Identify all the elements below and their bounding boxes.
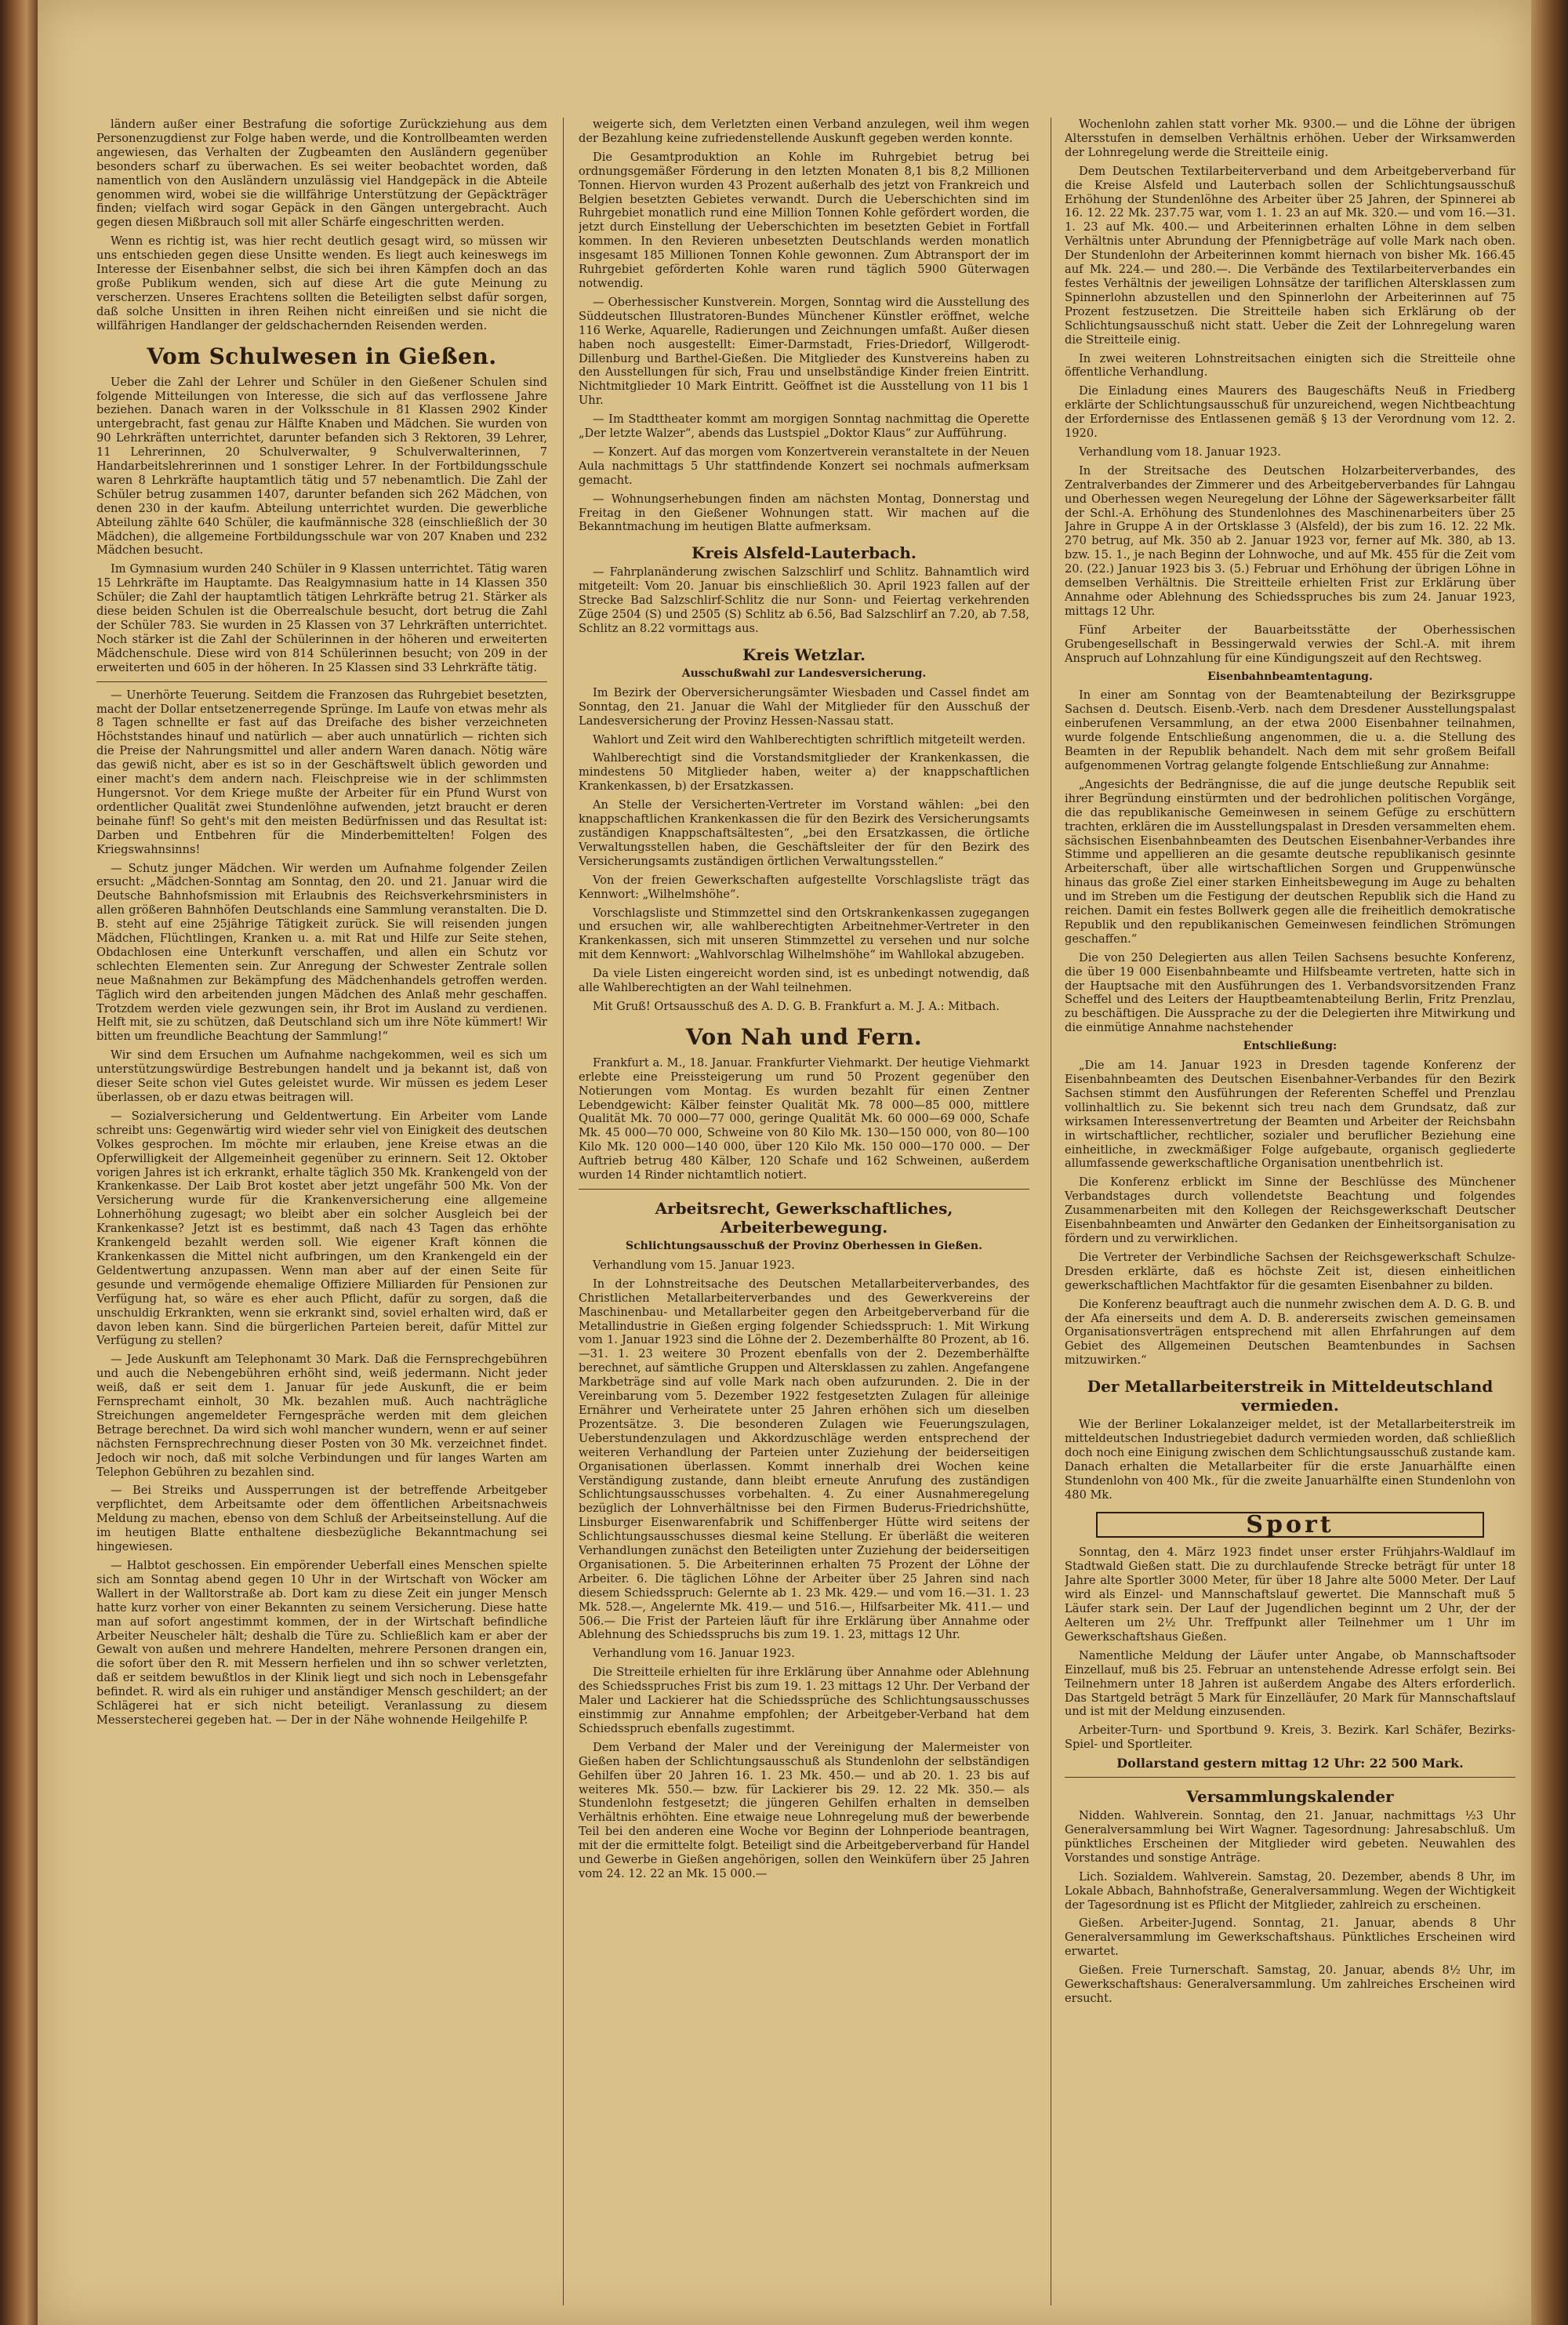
- article-paragraph: Vorschlagsliste und Stimmzettel sind den Ortskrankenkassen zugegangen und ersuchen wir, alle wahlberechtigten Arbeitnehmer-Vertreter in den Krankenkassen, sich mit unseren Stimmzettel zu versehen und nur solche mit dem Kennwort: „Wahlvorschlag Wilhelmshöhe“ im Wahllokal abzugeben.: [579, 906, 1029, 962]
- headline-arbeitsrecht: Arbeitsrecht, Gewerkschaftliches, Arbeiterbewegung.: [655, 1199, 953, 1237]
- article-paragraph: In der Streitsache des Deutschen Holzarbeiterverbandes, des Zentralverbandes der Zimmerer und des Arbeitgeberverbandes für Lahngau und Oberhessen wegen Neuregelung der Löhne der Sägewerksarbeiter fällt der Schl.-A. Erhöhung des Stundenlohnes des Maschinenarbeiters über 25 Jahre in Gruppe A in der Ortsklasse 3 (Alsfeld), der bis zum 16. 12. 22 Mk. 270 betrug, auf Mk. 350 ab 2. Januar 1923 vor, ferner auf Mk. 380, ab 13. bzw. 15. 1., je nach Beginn der Lohnwoche, und auf Mk. 455 für die Zeit vom 20. (22.) Januar 1923 bis 3. (5.) Februar und Erhöhung der übrigen Löhne in demselben Verhältnis. Die Streitteile erhielten Frist zur Erklärung über Annahme oder Ablehnung des Schiedsspruches bis zum 24. Januar 1923, mittags 12 Uhr.: [1065, 463, 1515, 618]
- article-paragraph: — Unerhörte Teuerung. Seitdem die Franzosen das Ruhrgebiet besetzten, macht der Dollar entsetzenerregende Sprünge. Im Laufe von etwas mehr als 8 Tagen schnellte er fast auf das Dreifache des bisher verzeichneten Höchststandes hinauf und natürlich — aber auch unnatürlich — richten sich die Preise der Nahrungsmittel und aller andern Waren danach. Nötig wäre das gewiß nicht, aber es ist so in der Geschäftswelt üblich geworden und einer macht's dem andern nach. Fleischpreise wie in der schlimmsten Hungersnot. Vor dem Kriege mußte der Arbeiter für ein Pfund Wurst von ordentlicher Qualität zwei Stundenlöhne aufwenden, jetzt braucht er deren beinahe fünf! So geht's mit den meisten Bedürfnissen und das Resultat ist: Darben und Entbehren für die Minderbemittelten! Folgen des Kriegswahnsinns!: [96, 688, 547, 856]
- separator: [1065, 1777, 1515, 1778]
- article-paragraph: Dem Verband der Maler und der Vereinigung der Malermeister von Gießen haben der Schlichtungsausschuß als Stundenlohn der selbständigen Gehilfen über 20 Jahren 16. 1. 23 Mk. 450.— und ab 20. 1. 23 bis auf weiteres Mk. 550.— bzw. für Lackierer bis 29. 12. 22 Mk. 350.— als Stundenlohn festgesetzt; die jüngeren Gehilfen erhalten in demselben Verhältnis erhöhten. Eine etwaige neue Lohnregelung muß der bewerbende Teil bei den anderen eine Woche vor Beginn der Lohnperiode beantragen, mit der die ermittelte folgt. Beteiligt sind die Arbeitgeberverband für Handel und Gewerbe in Gießen angehörigen, sollen den Weinküfern über 25 Jahren vom 24. 12. 22 an Mk. 15 000.—: [579, 1740, 1029, 1880]
- separator: [579, 1189, 1029, 1190]
- article-paragraph: — Schutz junger Mädchen. Wir werden um Aufnahme folgender Zeilen ersucht: „Mädchen-Sonntag am Sonntag, den 20. und 21. Januar wird die Deutsche Bahnhofsmission mit Erlaubnis des Reichsverkehrsministers in allen größeren Bahnhöfen Deutschlands eine Sammlung veranstalten. Die D. B. steht auf eine 25jährige Tätigkeit zurück. Sie will reisenden jungen Mädchen, Flüchtlingen, Kranken u. a. mit Rat und Hilfe zur Seite stehen, Obdachlosen eine Unterkunft verschaffen, und allen ein Schutz vor schlechten Elementen sein. Zur Anregung der Schwester Zentrale sollen neue Maßnahmen zur Bekämpfung des Mädchenhandels getroffen werden. Täglich wird den arbeitenden jungen Mädchen des Anlaß mehr geschaffen. Trotzdem werden viele gezwungen sein, ihr Brot im Ausland zu verdienen. Helft mit, sie zu schützen, daß Deutschland sich um ihre Nöte kümmert! Wir bitten um freundliche Beachtung der Sammlung!“: [96, 861, 547, 1044]
- article-paragraph: Die Konferenz erblickt im Sinne der Beschlüsse des Münchener Verbandstages durch vollendetste Beachtung und folgendes Zusammenarbeiten mit den Kollegen der Reichsgewerkschaft Deutscher Eisenbahnbeamten und Anwärter den Gedanken der Einheitsorganisation zu fördern und zu verwirklichen.: [1065, 1175, 1515, 1245]
- article-paragraph: Verhandlung vom 15. Januar 1923.: [593, 1258, 795, 1272]
- article-paragraph: — Fahrplanänderung zwischen Salzschlirf und Schlitz. Bahnamtlich wird mitgeteilt: Vom 20. Januar bis einschließlich 30. April 1923 fallen auf der Strecke Bad Salzschlirf-Schlitz die nur Sonn- und Feiertag verkehrenden Züge 2504 (S) und 2505 (S) Schlitz ab 6.56, Bad Salzschlirf an 7.20, ab 7.58, Schlitz an 8.22 vormittags aus.: [579, 565, 1029, 635]
- article-paragraph: Wenn es richtig ist, was hier recht deutlich gesagt wird, so müssen wir uns entschieden gegen diese Unsitte wenden. Es liegt auch keineswegs im Interesse der Eisenbahner selbst, die sich bei ihren Kämpfen doch an das große Publikum wenden, sich auf diese Art die gute Meinung zu verscherzen. Unseres Erachtens sollten die Beteiligten selbst dafür sorgen, daß solche Unsitten in ihren Reihen nicht einreißen und sie nicht die willfährigen Handlanger der geldschachernden Reisenden werden.: [96, 234, 547, 332]
- article-paragraph: Wie der Berliner Lokalanzeiger meldet, ist der Metallarbeiterstreik im mitteldeutschen Industriegebiet dadurch vermieden worden, daß schließlich doch noch eine Einigung zwischen dem Schlichtungsausschuß zustande kam. Danach erhalten die Metallarbeiter für die erste Januarhälfte einen Stundenlohn von 400 Mk., für die zweite Januarhälfte einen Stundenlohn von 480 Mk.: [1065, 1418, 1515, 1502]
- headline-metallarbeiterstreik: Der Metallarbeiterstreik in Mitteldeutschland vermieden.: [1087, 1377, 1494, 1415]
- article-paragraph: ländern außer einer Bestrafung die sofortige Zurückziehung aus dem Personenzugdienst zur Folge haben werde, und die Kontrollbeamten werden angewiesen, das Verhalten der Zugbeamten den Ausländern gegenüber besonders scharf zu überwachen. Es sei weiter beobachtet worden, daß namentlich von den Ausländern unzulässig viel Handgepäck in die Abteile genommen wird, wobei sie die willfährige Unterstützung der Gepäckträger finden; vielfach wird sogar Gepäck in den Gängen untergebracht. Auch gegen diesen Mißbrauch soll mit aller Schärfe eingeschritten werden.: [96, 118, 547, 230]
- article-paragraph: — Halbtot geschossen. Ein empörender Ueberfall eines Menschen spielte sich am Sonntag abend gegen 10 Uhr in der Wirtschaft von Wöcker am Wallert in der Walltorstraße ab. Dort kam zu diese Zeit ein junger Mensch hatte kurz vorher von einer Bekannten zu seinem Versicherung. Diese hatte man auf sofort angestimmt kommen, der in der Wirtschaft befindliche Arbeiter Neuscheler hält; deshalb die Türe zu. Schließlich kam er aber der Gewalt von außen und mehrere Handelten, mehrere Personen drangen ein, die sofort über den R. mit Messern herfielen und ihn so schwer verletzten, daß er seitdem bewußtlos in der Klinik liegt und sich noch in Lebensgefahr befindet. R. wird als ein ruhiger und anständiger Mensch geschildert; an der Schlägerei hat er sich nicht beteiligt. Veranlassung zu diesem Messerstecherei gegeben hat. — Der in der Nähe wohnende Heilgehilfe P.: [96, 1559, 547, 1727]
- headline-versammlungskalender: Versammlungskalender: [1186, 1787, 1394, 1807]
- subheadline: Schlichtungsausschuß der Provinz Oberhessen in Gießen.: [626, 1240, 982, 1252]
- article-paragraph: — Bei Streiks und Aussperrungen ist der betreffende Arbeitgeber verpflichtet, dem Arbeitsamte oder dem öffentlichen Arbeitsnachweis Meldung zu machen, ebenso von dem Schluß der Arbeitseinstellung. Auf die im heutigen Blatte enthaltene diesbezügliche Bekanntmachung sei hingewiesen.: [96, 1484, 547, 1554]
- article-paragraph: Sonntag, den 4. März 1923 findet unser erster Frühjahrs-Waldlauf im Stadtwald Gießen statt. Die zu durchlaufende Strecke beträgt für unter 18 Jahre alte Sportler 3000 Meter, für über 18 Jahre alte 5000 Meter. Der Lauf wird als Einzel- und Mannschaftslauf gewertet. Die Mannschaft muß 5 Läufer stark sein. Der Lauf der Jugendlichen beginnt um 2 Uhr, der der Aelteren um 2½ Uhr. Treffpunkt aller Teilnehmer um 1 Uhr im Gewerkschaftshaus Gießen.: [1065, 1546, 1515, 1644]
- dollar-rate: Dollarstand gestern mittag 12 Uhr: 22 500 Mark.: [1116, 1756, 1464, 1771]
- article-paragraph: Lich. Sozialdem. Wahlverein. Samstag, 20. Dezember, abends 8 Uhr, im Lokale Abbach, Bahnhofstraße, Generalversammlung. Wegen der Wichtigkeit der Tagesordnung ist es Pflicht der Mitglieder, zahlreich zu erscheinen.: [1065, 1869, 1515, 1912]
- article-paragraph: Gießen. Arbeiter-Jugend. Sonntag, 21. Januar, abends 8 Uhr Generalversammlung im Gewerkschaftshaus. Pünktliches Erscheinen wird erwartet.: [1065, 1916, 1515, 1959]
- article-paragraph: An Stelle der Versicherten-Vertreter im Vorstand wählen: „bei den knappschaftlichen Krankenkassen die für den Bezirk des Versicherungsamts zuständigen Knappschaftsältesten“, „bei den Ersatzkassen, die örtliche Verwaltungsstellen haben, die Geschäftsleiter der für den Bezirk des Versicherungsamts zuständigen örtlichen Verwaltungsstellen.“: [579, 798, 1029, 868]
- article-paragraph: Fünf Arbeiter der Bauarbeitsstätte der Oberhessischen Grubengesellschaft in Bessingerwald verwies der Schl.-A. mit ihrem Anspruch auf Lohnzahlung für eine Kündigungszeit auf den Rechtsweg.: [1065, 623, 1515, 665]
- article-paragraph: — Im Stadttheater kommt am morgigen Sonntag nachmittag die Operette „Der letzte Walzer“, abends das Lustspiel „Doktor Klaus“ zur Aufführung.: [579, 412, 1029, 441]
- article-paragraph: Die Konferenz beauftragt auch die nunmehr zwischen dem A. D. G. B. und der Afa einerseits und dem A. D. B. andererseits zwischen gemeinsamen Organisationsverträgen entsprechend mit allen Ehrfahrungen auf dem Gebiet des Allgemeinen Deutschen Beamtenbundes in Sachsen mitzuwirken.“: [1065, 1297, 1515, 1368]
- book-edge: [1531, 0, 1568, 2325]
- column-1: [96, 118, 547, 2305]
- article-paragraph: Die Vertreter der Verbindliche Sachsen der Reichsgewerkschaft Schulze-Dresden erklärte, daß es höchste Zeit ist, diesen einheitlichen gewerkschaftlichen Machtfaktor für die gesamten Eisenbahner zu bilden.: [1065, 1250, 1515, 1292]
- sport-heading: Sport: [1096, 1512, 1484, 1538]
- subheadline: Eisenbahnbeamtentagung.: [1207, 670, 1373, 683]
- article-paragraph: Wir sind dem Ersuchen um Aufnahme nachgekommen, weil es sich um unterstützungswürdige Bestrebungen handelt und ja bekannt ist, daß von dieser Seite schon viel Gutes geleistet wurde. Wir müssen es jedem Leser überlassen, ob er dazu etwas beitragen will.: [96, 1048, 547, 1104]
- article-paragraph: In einer am Sonntag von der Beamtenabteilung der Bezirksgruppe Sachsen d. Deutsch. Eisenb.-Verb. nach dem Dresdener Ausstellungspalast einberufenen Versammlung, an der etwa 2000 Eisenbahner teilnahmen, wurde folgende Entschließung angenommen, die u. a. die Stellung des Beamten in der Republik behandelt. Nach dem mit sehr großem Beifall aufgenommenen Vortrag gelangte folgende Entschließung zur Annahme:: [1065, 688, 1515, 772]
- newspaper-page: [38, 0, 1531, 2325]
- headline-kreis-alsfeld: Kreis Alsfeld-Lauterbach.: [691, 543, 916, 563]
- article-paragraph: Wahlort und Zeit wird den Wahlberechtigten schriftlich mitgeteilt werden.: [593, 732, 1026, 747]
- article-paragraph: Verhandlung vom 16. Januar 1923.: [593, 1647, 795, 1661]
- column-rule: [563, 118, 564, 2305]
- article-paragraph: In der Lohnstreitsache des Deutschen Metallarbeiterverbandes, des Christlichen Metallarbeiterverbandes und des Gewerkvereins der Maschinenbau- und Metallarbeiter gegen den Arbeitgeberverband für die Metallindustrie in Gießen erging folgender Schiedsspruch: 1. Mit Wirkung vom 1. Januar 1923 sind die Löhne der 2. Dezemberhälfte 80 Prozent, ab 16.—31. 1. 23 weitere 30 Prozent ebenfalls von der 2. Dezemberhälfte berechnet, auf sämtliche Gruppen und Altersklassen zu zahlen. Angefangene Markbeträge sind auf volle Mark nach oben aufzurunden. 2. Die in der Vereinbarung vom 5. Dezember 1922 festgesetzten Zulagen für alleinige Ernährer und Verheiratete unter 25 Jahren erhöhen sich um dieselben Prozentsätze. 3. Die besonderen Zulagen wie Feuerungszulagen, Ueberstundenzulagen und Akkordzuschläge werden entsprechend der weiteren Verhandlung der Parteien unter Zuziehung der beiderseitigen Organisationen überlassen. Kommt innerhalb drei Wochen keine Verständigung zustande, dann bleibt erneute Anrufung des zuständigen Schlichtungsausschusses vorbehalten. 4. Zu einer Ausnahmeregelung bezüglich der Lohnverhältnisse bei den Firmen Buderus-Friedrichshütte, Linsburger Eisenwarenfabrik und Schiffenberger Hütte wird seitens der Schlichtungsausschusses diesmal keine Stellung. Er überläßt die weiteren Verhandlungen zunächst den Beteiligten unter Zuziehung der beiderseitigen Organisationen. 5. Die Arbeiterinnen erhalten 75 Prozent der Löhne der Arbeiter. 6. Die täglichen Löhne der Arbeiter über 25 Jahren sind nach diesem Schiedsspruch: Gelernte ab 1. 23 Mk. 429.— und vom 16.—31. 1. 23 Mk. 528.—, Angelernte Mk. 419.— und 516.—, Hilfsarbeiter Mk. 411.— und 506.— Die Frist der Parteien läuft für ihre Erklärung über Annahme oder Ablehnung des Schiedsspruchs bis zum 19. 1. 23, mittags 12 Uhr.: [579, 1277, 1029, 1642]
- article-paragraph: Verhandlung vom 18. Januar 1923.: [1079, 445, 1281, 459]
- separator: [96, 681, 547, 682]
- article-paragraph: — Konzert. Auf das morgen vom Konzertverein veranstaltete in der Neuen Aula nachmittags 5 Uhr stattfindende Konzert sei nochmals aufmerksam gemacht.: [579, 445, 1029, 487]
- headline-kreis-wetzlar: Kreis Wetzlar.: [742, 645, 866, 664]
- article-paragraph: Namentliche Meldung der Läufer unter Angabe, ob Mannschaftsoder Einzellauf, muß bis 25. Februar an untenstehende Adresse erfolgt sein. Bei Teilnehmern unter 18 Jahren ist außerdem Angabe des Alters erforderlich. Das Startgeld beträgt 5 Mark für Einzelläufer, 20 Mark für Mannschaftslauf und ist mit der Meldung einzusenden.: [1065, 1648, 1515, 1719]
- article-paragraph: Die von 250 Delegierten aus allen Teilen Sachsens besuchte Konferenz, die über 19 000 Eisenbahnbeamte und Hilfsbeamte vertreten, hatte sich in der Hauptsache mit den Ausführungen des 1. Verbandsvorsitzenden Franz Scheffel und des Leiters der Hauptbeamtenabteilung Berlin, Fritz Prenzlau, zu beschäftigen. Die Aussprache zu der die Delegierten ihre Mitwirkung und die einmütige Annahme nachstehender: [1065, 950, 1515, 1035]
- article-paragraph: „Die am 14. Januar 1923 in Dresden tagende Konferenz der Eisenbahnbeamten des Deutschen Eisenbahner-Verbandes für den Bezirk Sachsen stimmt den Ausführungen der Referenten Scheffel und Prenzlau vollinhaltlich zu. Sie bekennt sich treu nach dem Grundsatz, daß zur wirksamen Interessenvertretung der Beamten und Arbeiter der Reichsbahn in wirtschaftlicher, rechtlicher, sozialer und beruflicher Beziehung eine einheitliche, in zweckmäßiger Folge aufgebaute, organisch gegliederte allumfassende gewerkschaftliche Organisation unentbehrlich ist.: [1065, 1059, 1515, 1171]
- article-paragraph: „Angesichts der Bedrängnisse, die auf die junge deutsche Republik seit ihrer Begründung einstürmten und der bedrohlichen politischen Vorgänge, die das republikanische Gemeinwesen in seinem Gefüge zu erschüttern trachten, erklären die im Ausstellungspalast in Dresden versammelten ehem. sächsischen Eisenbahnbeamten des Deutschen Eisenbahner-Verbandes ihre Stimme und appellieren an die gesamte deutsche republikanisch gesinnte Arbeiterschaft, über alle wirtschaftlichen Sorgen und Gruppenwünsche hinaus das große Ziel einer starken Einheitsbewegung im Auge zu behalten und im Streben um die Festigung der deutschen Republik sich die Hand zu reichen. Damit ein festes Bollwerk gegen alle die freiheitlich demokratische Republik und den republikanischen Gemeinwesen feindlichen Strömungen geschaffen.“: [1065, 777, 1515, 946]
- article-paragraph: In zwei weiteren Lohnstreitsachen einigten sich die Streitteile ohne öffentliche Verhandlung.: [1065, 351, 1515, 380]
- article-paragraph: Nidden. Wahlverein. Sonntag, den 21. Januar, nachmittags ½3 Uhr Generalversammlung bei Wirt Wagner. Tagesordnung: Jahresabschluß. Um pünktliches Erscheinen der Mitglieder wird gebeten. Neuwahlen des Vorstandes und sonstige Anträge.: [1065, 1809, 1515, 1865]
- article-paragraph: — Jede Auskunft am Telephonamt 30 Mark. Daß die Fernsprechgebühren und auch die Nebengebühren erhöht sind, weiß jedermann. Nicht jeder weiß, daß er seit dem 1. Januar für jede Auskunft, die er beim Fernsprechamt einholt, 30 Mk. bezahlen muß. Auch nachträgliche Streichungen angemeldeter Ferngespräche werden mit dem gleichen Betrage berechnet. Da wird sich wohl mancher wundern, wenn er auf seiner nächsten Fernsprechrechnung dieser Posten von 30 Mk. verzeichnet findet. Jedoch wir noch, daß mit solche Verbindungen und für langes Warten am Telephon Gebühren zu bezahlen sind.: [96, 1353, 547, 1479]
- article-paragraph: — Sozialversicherung und Geldentwertung. Ein Arbeiter vom Lande schreibt uns: Gegenwärtig wird wieder sehr viel von Einigkeit des deutschen Volkes gesprochen. Im möchte mir erlauben, jene Kreise etwas an die Opferwilligkeit der Allgemeinheit gegenüber zu erinnern. Seit 12. Oktober vorigen Jahres ist ich erkrankt, erhalte täglich 350 Mk. Krankengeld von der Krankenkasse. Der Laib Brot kostet aber jetzt ungefähr 500 Mk. Von der Versicherung wurde für die Krankenversicherung eine allgemeine Lohnerhöhung zugesagt; wo bleibt aber ein solcher Ausgleich bei der Krankenkasse? Jetzt ist es bestimmt, daß nach 43 Tagen das erhöhte Krankengeld bezahlt werden soll. Wie eigener Kraft können die Krankenkassen die Mittel nicht aufbringen, um den Krankengeld ein der Geldentwertung anzupassen. Wenn man aber auf der einen Seite für gesunde und vermögende ehemalige Offiziere Milliarden für Pensionen zur Verfügung hat, so wäre es eher auch Pflicht, dafür zu sorgen, daß die unschuldig Erkrankten, wenn sie erkrankt sind, soviel erhalten wird, daß er davon leben kann. Sind die bürgerlichen Parteien bereit, dafür Mittel zur Verfügung zu stellen?: [96, 1109, 547, 1348]
- subheadline: Entschließung:: [1243, 1040, 1338, 1053]
- headline-schulwesen: Vom Schulwesen in Gießen.: [147, 343, 497, 369]
- article-paragraph: Da viele Listen eingereicht worden sind, ist es unbedingt notwendig, daß alle Wahlberechtigten an der Wahl teilnehmen.: [579, 967, 1029, 995]
- article-paragraph: Ueber die Zahl der Lehrer und Schüler in den Gießener Schulen sind folgende Mitteilungen von Interesse, die sich auf das verflossene Jahre beziehen. Danach waren in der Volksschule in 81 Klassen 2902 Kinder untergebracht, fast genau zur Hälfte Knaben und Mädchen. Sie wurden von 90 Lehrkräften unterrichtet, darunter befanden sich 3 Rektoren, 39 Lehrer, 11 Lehrerinnen, 20 Schulverwalter, 9 Schulverwalterinnen, 7 Handarbeitslehrerinnen und 1 sonstiger Lehrer. In der Fortbildungsschule waren 8 Lehrkräfte hauptamtlich tätig und 57 nebenamtlich. Die Zahl der Schüler betrug zusammen 1407, darunter befanden sich 262 Mädchen, von denen 230 in der kaufm. Abteilung unterrichtet wurden. Die gewerbliche Abteilung zählte 640 Schüler, die kaufmännische 328 (einschließlich der 30 Mädchen), die allgemeine Fortbildungsschule war von 207 Knaben und 232 Mädchen besucht.: [96, 375, 547, 558]
- article-paragraph: Gießen. Freie Turnerschaft. Samstag, 20. Januar, abends 8½ Uhr, im Gewerkschaftshaus: Generalversammlung. Um zahlreiches Erscheinen wird ersucht.: [1065, 1964, 1515, 2005]
- subheadline: Ausschußwahl zur Landesversicherung.: [681, 667, 927, 680]
- article-paragraph: — Oberhessischer Kunstverein. Morgen, Sonntag wird die Ausstellung des Süddeutschen Illustratoren-Bundes Münchener Künstler eröffnet, welche 116 Werke, Aquarelle, Radierungen und Zeichnungen umfaßt. Außer diesen haben noch ausgestellt: Eimer-Darmstadt, Fries-Driedorf, Willgerodt-Dillenburg und Barthel-Gießen. Die Mitglieder des Kunstvereins haben zu den Ausstellungen für sich, Frau und unselbständige Kinder freien Eintritt. Nichtmitglieder 10 Mark Eintritt. Geöffnet ist die Ausstellung von 11 bis 1 Uhr.: [579, 295, 1029, 408]
- article-paragraph: — Wohnungserhebungen finden am nächsten Montag, Donnerstag und Freitag in den Gießener Wohnungen statt. Wir machen auf die Bekanntmachung im heutigen Blatte aufmerksam.: [579, 492, 1029, 534]
- article-paragraph: Von der freien Gewerkschaften aufgestellte Vorschlagsliste trägt das Kennwort: „Wilhelmshöhe“.: [579, 873, 1029, 901]
- article-paragraph: Arbeiter-Turn- und Sportbund 9. Kreis, 3. Bezirk. Karl Schäfer, Bezirks-Spiel- und Sportleiter.: [1065, 1724, 1515, 1752]
- article-paragraph: Die Gesamtproduktion an Kohle im Ruhrgebiet betrug bei ordnungsgemäßer Förderung in den letzten Monaten 8,1 bis 8,2 Millionen Tonnen. Hiervon wurden 43 Prozent außerhalb des jetzt von Frankreich und Belgien besetzten Gebietes verwandt. Durch die Ueberschichten sind im Ruhrgebiet monatlich rund eine Million Tonnen Kohle gefördert worden, die jetzt durch Einstellung der Ueberschichten im besetzten Gebiet in Fortfall kommen. In den Revieren unbesetzten Deutschlands werden monatlich insgesamt 185 Millionen Tonnen Kohle gewonnen. Zum Abtransport der im Ruhrgebiet geförderten Kohle waren rund täglich 5900 Güterwagen notwendig.: [579, 150, 1029, 290]
- article-paragraph: Wahlberechtigt sind die Vorstandsmitglieder der Krankenkassen, die mindestens 50 Mitglieder haben, weiter a) der knappschaftlichen Krankenkassen, b) der Ersatzkassen.: [579, 751, 1029, 794]
- column-3: [1065, 118, 1515, 2305]
- article-paragraph: Im Gymnasium wurden 240 Schüler in 9 Klassen unterrichtet. Tätig waren 15 Lehrkräfte im Hauptamte. Das Realgymnasium hatte in 14 Klassen 350 Schüler; die Zahl der hauptamtlich tätigen Lehrkräfte betrug 21. Stärker als diese beiden Schulen ist die Oberrealschule besucht, dort betrug die Zahl der Schüler 783. Sie wurden in 25 Klassen von 37 Lehrkräften unterrichtet. Noch stärker ist die Zahl der Schülerinnen in der höheren und erweiterten Mädchenschule. Diese wird von 814 Schülerinnen besucht; von 209 in der erweiterten und 605 in der höheren. In 25 Klassen sind 33 Lehrkräfte tätig.: [96, 562, 547, 674]
- article-paragraph: Im Bezirk der Oberversicherungsämter Wiesbaden und Cassel findet am Sonntag, den 21. Januar die Wahl der Mitglieder für den Ausschuß der Landesversicherung der Provinz Hessen-Nassau statt.: [579, 685, 1029, 728]
- article-paragraph: weigerte sich, dem Verletzten einen Verband anzulegen, weil ihm wegen der Bezahlung keine zufriedenstellende Auskunft gegeben werden konnte.: [579, 118, 1029, 145]
- headline-nah-und-fern: Von Nah und Fern.: [685, 1023, 923, 1050]
- article-paragraph: Frankfurt a. M., 18. Januar. Frankfurter Viehmarkt. Der heutige Viehmarkt erlebte eine Preissteigerung um rund 50 Prozent gegenüber den Notierungen vom Montag. Es wurden bezahlt für einen Zentner Lebendgewicht: Kälber feinster Qualität Mk. 78 000—85 000, mittlere Qualität Mk. 70 000—77 000, geringe Qualität Mk. 60 000—69 000, Schafe Mk. 45 000—70 000, Schweine von 80 Kilo Mk. 130—150 000, von 80—100 Kilo Mk. 120 000—140 000, über 120 Kilo Mk. 150 000—170 000. — Der Auftrieb betrug 480 Kälber, 120 Schafe und 162 Schweinen, außerdem wurden 14 Rinder nichtamtlich notiert.: [579, 1055, 1029, 1182]
- article-paragraph: Mit Gruß! Ortsausschuß des A. D. G. B. Frankfurt a. M. J. A.: Mitbach.: [593, 999, 1000, 1013]
- book-binding: [0, 0, 38, 2325]
- article-paragraph: Dem Deutschen Textilarbeiterverband und dem Arbeitgeberverband für die Kreise Alsfeld und Lauterbach sollen der Schlichtungsausschuß Erhöhung der Stundenlöhne des Arbeiter über 25 Jahren, der Spinnerei ab 16. 12. 22 Mk. 237.75 war, vom 1. 1. 23 an auf Mk. 320.— und vom 16.—31. 1. 23 auf Mk. 400.— und Arbeiterinnen erhalten Löhne in dem selben Verhältnis unter Abrundung der Pfennigbeträge auf volle Mark nach oben. Der Stundenlohn der Arbeiterinnen kommt hiernach von bisher Mk. 166.45 auf Mk. 224.— und 280.—. Die Verbände des Textilarbeiterverbandes ein festes Verhältnis der jeweiligen Lohnsätze der tariflichen Altersklassen zum Spinnerlohn abzustellen und den Spinnerlohn der Arbeiterinnen auf 75 Prozent festzusetzen. Die Streitteile haben sich Erklärung ob der Schlichtungsausschuß nicht statt. Ueber die Zeit der Lohnregelung waren die Streitteile einig.: [1065, 164, 1515, 347]
- article-paragraph: Wochenlohn zahlen statt vorher Mk. 9300.— und die Löhne der übrigen Altersstufen in demselben Verhältnis erhöhen. Ueber der Wirksamwerden der Lohnregelung werde die Streitteile einig.: [1065, 118, 1515, 159]
- column-2: [579, 118, 1029, 2305]
- article-paragraph: Die Streitteile erhielten für ihre Erklärung über Annahme oder Ablehnung des Schiedsspruches Frist bis zum 19. 1. 23 mittags 12 Uhr. Der Verband der Maler und Lackierer hat die Schiedssprüche des Schlichtungsausschusses einstimmig zur Annahme empfohlen; der Arbeitgeber-Verband hat dem Schiedsspruch ebenfalls zugestimmt.: [579, 1666, 1029, 1735]
- article-paragraph: Die Einladung eines Maurers des Baugeschäfts Neuß in Friedberg erklärte der Schlichtungsausschuß für unzureichend, wegen Nichtbeachtung der Erfordernisse des Entlassenen gemäß § 13 der Verordnung vom 12. 2. 1920.: [1065, 384, 1515, 441]
